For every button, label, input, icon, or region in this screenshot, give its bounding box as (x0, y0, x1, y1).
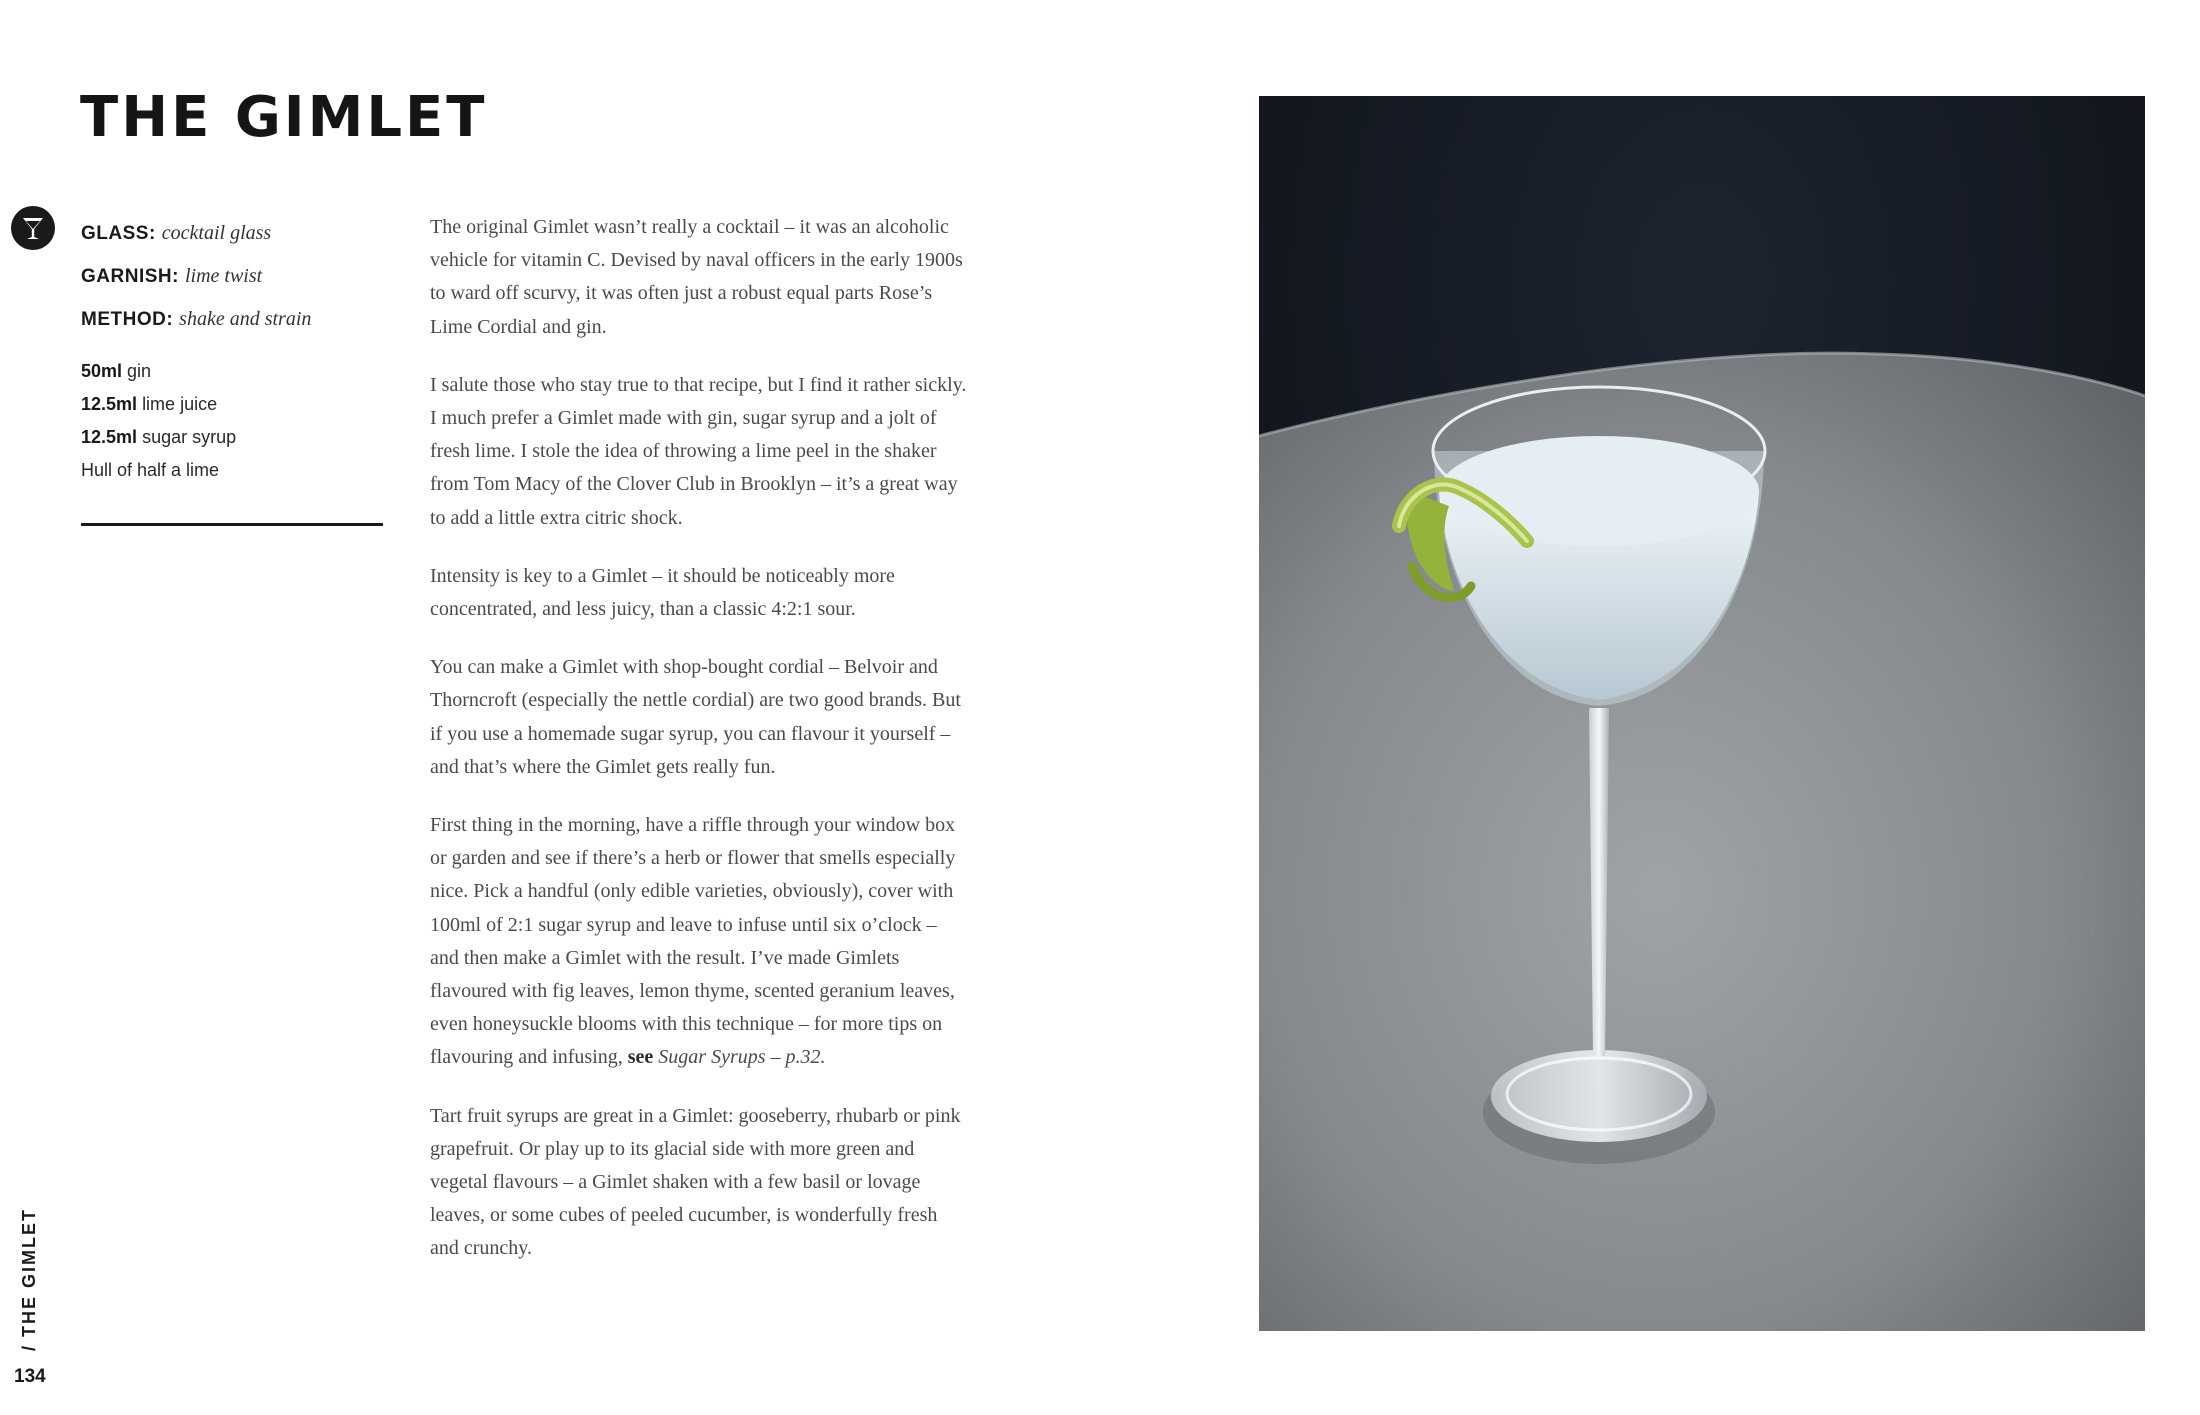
ingredient-name: lime juice (142, 394, 218, 414)
garnish-label: GARNISH: (81, 266, 179, 287)
cross-reference-link[interactable]: Sugar Syrups – p.32. (658, 1046, 826, 1069)
ingredient-amount: 12.5ml (81, 394, 138, 414)
body-paragraph: Intensity is key to a Gimlet – it should be noticeably more concentrated, and less juicy, than a classic 4:2:1 sour. (430, 564, 895, 621)
method-value: shake and strain (179, 308, 312, 330)
method-label: METHOD: (81, 309, 174, 330)
running-title: / THE GIMLET (19, 1208, 39, 1351)
ingredient-item (81, 355, 381, 388)
ingredient-item (81, 421, 381, 454)
body-paragraph (430, 809, 970, 1075)
ingredient-item (81, 454, 381, 487)
method-row (81, 298, 381, 341)
body-paragraph: You can make a Gimlet with shop-bought cordial – Belvoir and Thorncroft (especially the nettle cordial) are two good brands. But if you use a homemade sugar syrup, you can flavour it yourself – and that’s where the Gimlet gets really fun. (430, 656, 961, 778)
glass-value: cocktail glass (161, 222, 272, 244)
cocktail-glass-icon (10, 205, 56, 251)
recipe-spec (81, 212, 381, 341)
body-paragraph: The original Gimlet wasn’t really a cocktail – it was an alcoholic vehicle for vitamin C. Devised by naval officers in the early 1900s to ward off scurvy, it was often just a robust equal parts Rose’s Lime Cordial and gin. (430, 216, 963, 338)
ingredient-name: Hull of half a lime (81, 460, 220, 480)
glass-label: GLASS: (81, 223, 156, 244)
body-paragraph: Tart fruit syrups are great in a Gimlet: gooseberry, rhubarb or pink grapefruit. Or play up to its glacial side with more green and vegetal flavours – a Gimlet shaken with a few basil or lovage leaves, or some cubes of peeled cucumber, is wonderfully fresh and crunchy. (430, 1104, 961, 1260)
garnish-row (81, 255, 381, 298)
page-number: 134 (14, 1366, 46, 1387)
garnish-value: lime twist (184, 265, 263, 287)
recipe-title: THE GIMLET (80, 85, 488, 150)
body-paragraph: I salute those who stay true to that recipe, but I find it rather sickly. I much prefer a Gimlet made with gin, sugar syrup and a jolt of fresh lime. I stole the idea of throwing a lime peel in the shaker from Tom Macy of the Clover Club in Brooklyn – it’s a great way to add a little extra citric shock. (430, 373, 967, 529)
recipe-body (430, 211, 970, 1291)
divider-rule (81, 523, 383, 526)
ingredient-amount: 50ml (81, 361, 123, 381)
ingredients-list (81, 355, 381, 487)
ingredient-item (81, 388, 381, 421)
gimlet-photo (1259, 96, 2145, 1331)
glass-row (81, 212, 381, 255)
body-text: First thing in the morning, have a riffle through your window box or garden and see if there’s a herb or flower that smells especially nice. Pick a handful (only edible varieties, obviously), cover with 100ml of 2:1 sugar syrup and leave to infuse until six o’clock – and then make a Gimlet with the result. I’ve made Gimlets flavoured with fig leaves, lemon thyme, scented geranium leaves, even honeysuckle blooms with this technique – for more tips on flavouring and infusing, (430, 814, 956, 1069)
ingredient-name: sugar syrup (142, 427, 237, 447)
see-word: see (627, 1046, 654, 1069)
ingredient-amount: 12.5ml (81, 427, 138, 447)
ingredient-name: gin (127, 361, 152, 381)
